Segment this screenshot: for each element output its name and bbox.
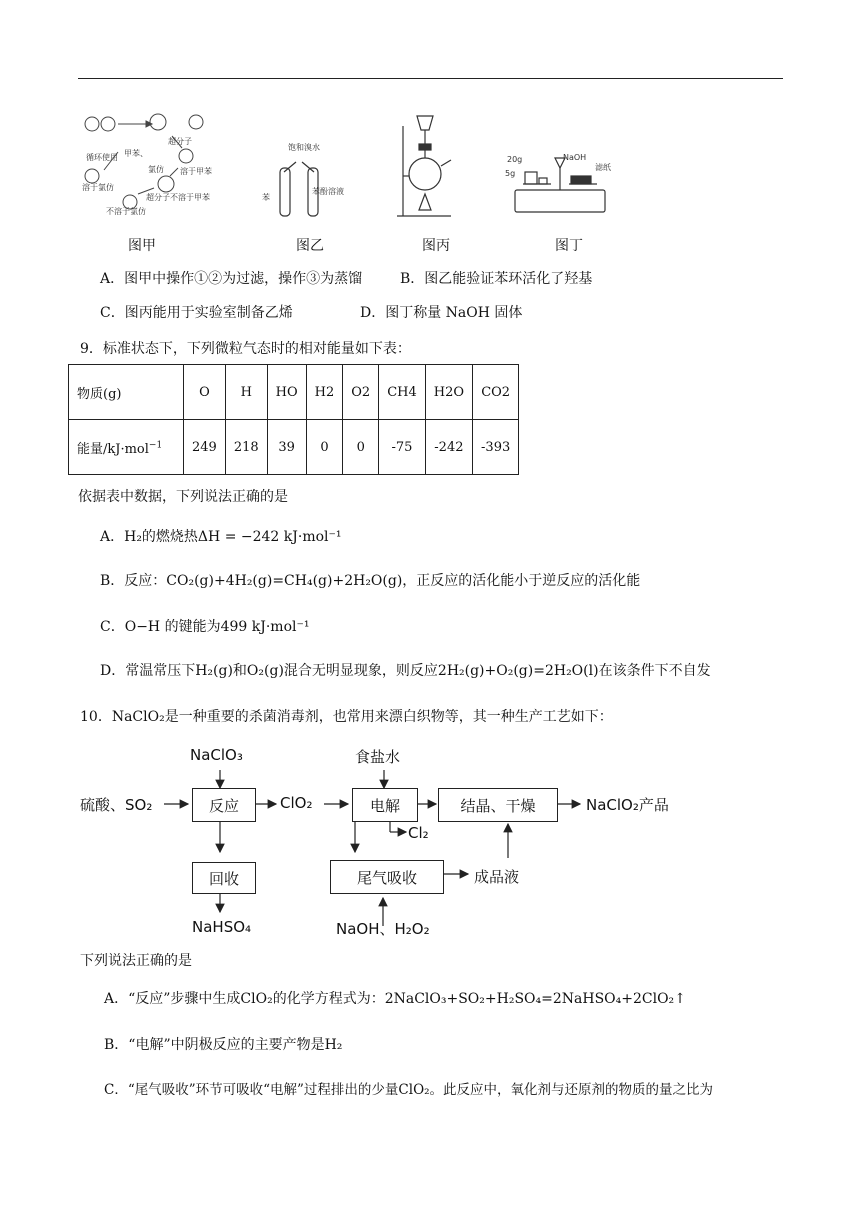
jia-label-recycle: 循环使用	[86, 153, 118, 162]
ding-label-5g: 5g	[505, 169, 516, 178]
ding-label-naoh: NaOH	[563, 153, 587, 162]
q9-option-a: A．H₂的燃烧热ΔH = −242 kJ·mol⁻¹	[100, 529, 342, 545]
table-cell-energy: 249	[184, 420, 226, 475]
flow-brine: 食盐水	[355, 748, 401, 766]
table-row	[69, 420, 519, 475]
q9-option-d: D．常温常压下H₂(g)和O₂(g)混合无明显现象，则反应2H₂(g)+O₂(g)=2H₂O(l)在该条件下不自发	[100, 663, 711, 679]
yi-label-phenol: 苯酚溶液	[312, 187, 344, 196]
q9-follow: 依据表中数据，下列说法正确的是	[78, 489, 288, 505]
jia-label-chloroform: 氯仿	[148, 165, 164, 174]
table-cell-species: O2	[343, 365, 379, 420]
table-cell-energy: 218	[225, 420, 267, 475]
q10-option-c: C．“尾气吸收”环节可吸收“电解”过程排出的少量ClO₂。此反应中，氧化剂与还原剂的物质的量之比为	[104, 1082, 714, 1098]
figure-jia-caption: 图甲	[128, 238, 156, 254]
ding-label-filter-paper: 滤纸	[595, 163, 611, 172]
table-cell-energy: 39	[267, 420, 306, 475]
q9-option-b: B．反应：CO₂(g)+4H₂(g)=CH₄(g)+2H₂O(g)，正反应的活化能小于逆反应的活化能	[100, 573, 641, 589]
figure-yi-caption: 图乙	[296, 238, 324, 254]
flow-react-box: 反应	[192, 788, 256, 822]
figure-yi-diagram	[258, 138, 344, 220]
q10-follow: 下列说法正确的是	[80, 953, 192, 969]
jia-label-supramolecule: 超分子	[168, 137, 192, 146]
q10-stem: 10．NaClO₂是一种重要的杀菌消毒剂，也常用来漂白织物等，其一种生产工艺如下：	[80, 709, 613, 725]
q10-option-b: B．“电解”中阴极反应的主要产物是H₂	[104, 1037, 343, 1053]
energy-table	[68, 364, 519, 475]
table-cell-energy: 0	[306, 420, 343, 475]
figure-ding-caption: 图丁	[555, 238, 583, 254]
flow-electrolysis-box: 电解	[352, 788, 418, 822]
table-cell-energy: -75	[379, 420, 426, 475]
table-header-energy: 能量/kJ·mol$^{-1}$	[69, 420, 184, 475]
q9-stem: 9．标准状态下，下列微粒气态时的相对能量如下表：	[80, 341, 411, 357]
table-cell-energy: -242	[425, 420, 472, 475]
flow-finished-liquid: 成品液	[474, 868, 520, 886]
q10-option-a: A．“反应”步骤中生成ClO₂的化学方程式为：2NaClO₃+SO₂+H₂SO₄=2NaHSO₄+2ClO₂↑	[104, 991, 686, 1007]
flow-product: NaClO₂产品	[586, 796, 669, 814]
table-cell-species: O	[184, 365, 226, 420]
q9-option-c: C．O−H 的键能为499 kJ·mol⁻¹	[100, 619, 310, 635]
jia-label-toluene: 甲苯、	[124, 149, 148, 158]
q8-option-d: D．图丁称量 NaOH 固体	[360, 305, 523, 321]
yi-label-bromine-water: 饱和溴水	[288, 143, 320, 152]
figure-ding-diagram	[505, 148, 615, 218]
flow-reagents: NaOH、H₂O₂	[336, 920, 430, 938]
q8-option-b: B．图乙能验证苯环活化了羟基	[400, 271, 593, 287]
q8-option-c: C．图丙能用于实验室制备乙烯	[100, 305, 293, 321]
yi-label-benzene: 苯	[262, 193, 270, 202]
jia-label-insoluble-chloroform: 不溶于氯仿	[106, 207, 146, 216]
table-cell-species: HO	[267, 365, 306, 420]
table-header-species: 物质(g)	[69, 365, 184, 420]
jia-label-insoluble-toluene: 超分子不溶于甲苯	[146, 193, 210, 202]
flow-tail-gas-box: 尾气吸收	[330, 860, 444, 894]
figure-jia-diagram	[78, 108, 228, 218]
flow-clo2: ClO₂	[280, 794, 313, 812]
jia-label-dissolve-toluene: 溶于甲苯	[180, 167, 212, 176]
flow-recycle-box: 回收	[192, 862, 256, 894]
table-row	[69, 365, 519, 420]
flow-naclo3: NaClO₃	[190, 746, 243, 764]
jia-label-dissolve-chloroform: 溶于氯仿	[82, 183, 114, 192]
ding-label-20g: 20g	[507, 155, 523, 164]
table-cell-species: H	[225, 365, 267, 420]
flow-acid: 硫酸、SO₂	[80, 796, 153, 814]
flow-cl2: Cl₂	[408, 824, 429, 842]
table-cell-energy: 0	[343, 420, 379, 475]
flow-nahso4: NaHSO₄	[192, 918, 252, 936]
table-cell-species: H2	[306, 365, 343, 420]
figure-bing-diagram	[395, 106, 455, 222]
table-cell-species: H2O	[425, 365, 472, 420]
q8-option-a: A．图甲中操作①②为过滤，操作③为蒸馏	[100, 271, 363, 287]
table-cell-energy: -393	[473, 420, 519, 475]
table-cell-species: CO2	[473, 365, 519, 420]
flow-crystallize-box: 结晶、干燥	[438, 788, 558, 822]
figure-bing-caption: 图丙	[422, 238, 450, 254]
table-cell-species: CH4	[379, 365, 426, 420]
header-rule	[78, 78, 783, 79]
